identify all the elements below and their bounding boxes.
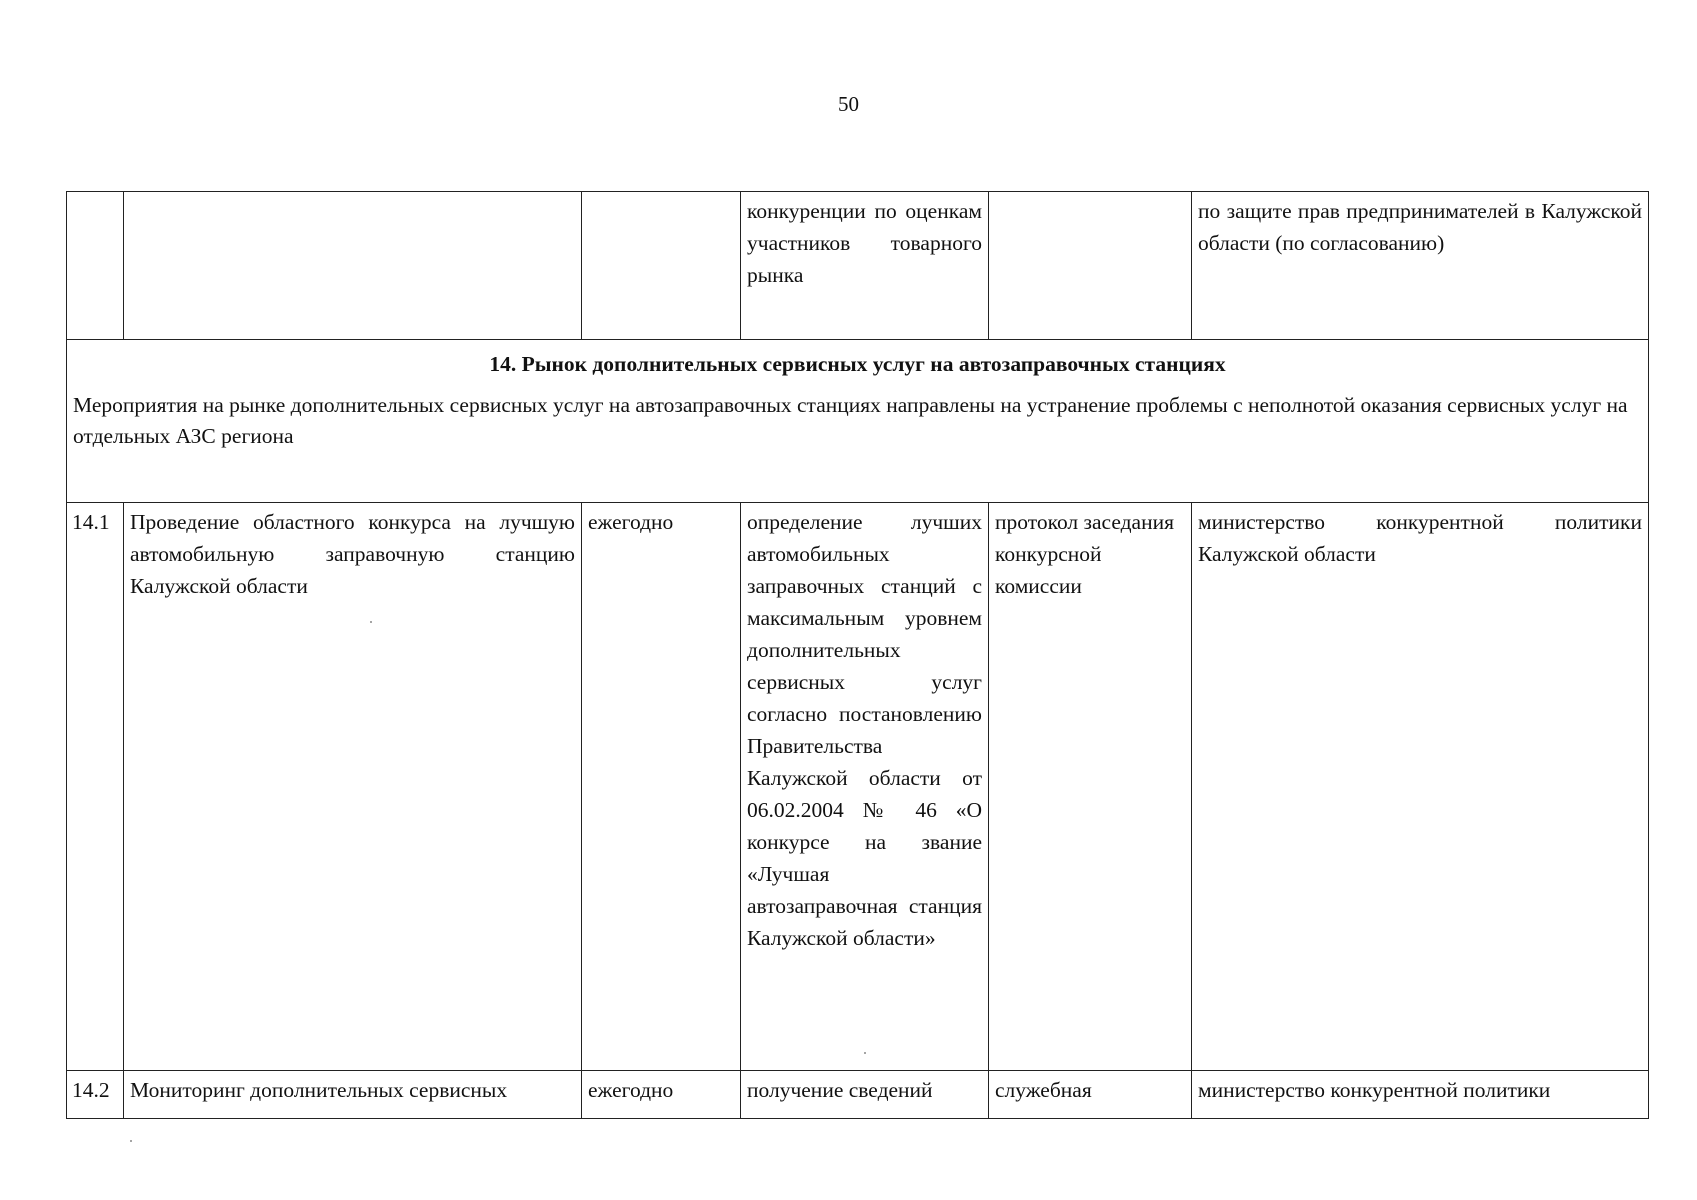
cell-num: 14.2 <box>67 1071 124 1119</box>
cell-document: протокол заседания конкурсной комиссии <box>989 503 1192 1071</box>
cell-activity: Мониторинг дополнительных сервисных <box>124 1071 582 1119</box>
cell-activity: Проведение областного конкурса на лучшую автомобильную заправочную станцию Калужской области <box>124 503 582 1071</box>
section-title: 14. Рынок дополнительных сервисных услуг на автозаправочных станциях <box>489 352 1226 376</box>
section-description: Мероприятия на рынке дополнительных сервисных услуг на автозаправочных станциях направлены на устранение проблемы с неполнотой оказания сервисных услуг на отдельных АЗС региона <box>73 393 1628 448</box>
cell-executor: министерство конкурентной политики <box>1192 1071 1649 1119</box>
cell-document <box>989 192 1192 340</box>
cell-num: 14.1 <box>67 503 124 1071</box>
cell-result: получение сведений <box>741 1071 989 1119</box>
scan-speck <box>130 1140 132 1142</box>
cell-num <box>67 192 124 340</box>
cell-result: определение лучших автомобильных заправочных станций с максимальным уровнем дополнительных сервисных услуг согласно постановлению Правительства Калужской области от 06.02.2004 № 46 «О конкурсе на звание «Лучшая автозаправочная станция Калужской области» <box>741 503 989 1071</box>
section-cell <box>67 340 1649 503</box>
cell-activity <box>124 192 582 340</box>
cell-executor: министерство конкурентной политики Калужской области <box>1192 503 1649 1071</box>
section-header-row <box>67 340 1649 503</box>
table-row <box>67 1071 1649 1119</box>
table-row <box>67 503 1649 1071</box>
activities-table <box>66 191 1649 1119</box>
page-number: 50 <box>838 92 859 116</box>
cell-executor: по защите прав предпринимателей в Калужской области (по согласованию) <box>1192 192 1649 340</box>
cell-term: ежегодно <box>582 1071 741 1119</box>
cell-term <box>582 192 741 340</box>
scan-speck <box>370 621 372 623</box>
cell-term: ежегодно <box>582 503 741 1071</box>
cell-result: конкуренции по оценкам участников товарного рынка <box>741 192 989 340</box>
scan-speck <box>864 1052 866 1054</box>
cell-document: служебная <box>989 1071 1192 1119</box>
table-row-continuation <box>67 192 1649 340</box>
